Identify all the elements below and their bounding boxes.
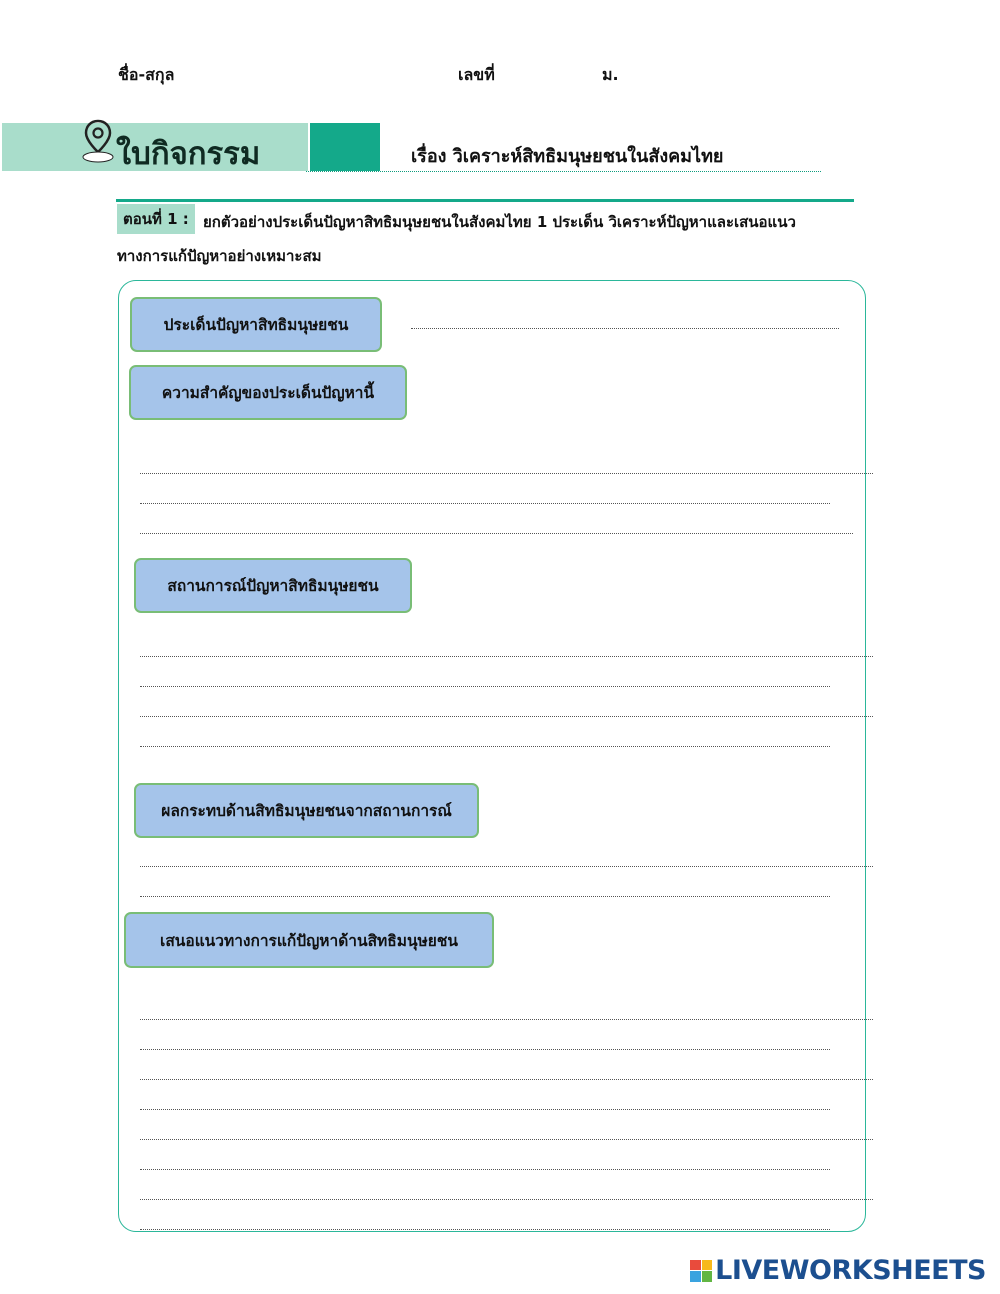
answer-line[interactable] — [140, 866, 873, 867]
number-label: เลขที่ — [458, 65, 495, 84]
answer-line[interactable] — [140, 686, 830, 687]
answer-line[interactable] — [140, 1199, 873, 1200]
banner-accent-block — [310, 123, 380, 171]
answer-line[interactable] — [140, 503, 830, 504]
solution-heading: เสนอแนวทางการแก้ปัญหาด้านสิทธิมนุษยชน — [124, 912, 494, 968]
answer-line[interactable] — [140, 1169, 830, 1170]
liveworksheets-logo — [690, 1255, 986, 1286]
answer-line[interactable] — [140, 1109, 830, 1110]
name-label: ชื่อ-สกุล — [118, 65, 175, 84]
liveworksheets-logo-icon — [690, 1260, 712, 1282]
answer-line[interactable] — [140, 746, 830, 747]
issue-heading: ประเด็นปัญหาสิทธิมนุษยชน — [130, 297, 382, 352]
instruction-line-1: ยกตัวอย่างประเด็นปัญหาสิทธิมนุษยชนในสังคมไทย 1 ประเด็น วิเคราะห์ปัญหาและเสนอแนว — [203, 213, 796, 231]
answer-line[interactable] — [140, 1049, 830, 1050]
part-label: ตอนที่ 1 : — [117, 204, 195, 234]
section-rule — [116, 199, 854, 202]
instruction-line-2: ทางการแก้ปัญหาอย่างเหมาะสม — [117, 247, 322, 265]
answer-line[interactable] — [140, 896, 830, 897]
importance-heading: ความสำคัญของประเด็นปัญหานี้ — [129, 365, 407, 420]
brand-name: LIVEWORKSHEETS — [715, 1255, 986, 1286]
answer-frame — [118, 280, 866, 1232]
answer-line[interactable] — [140, 1079, 873, 1080]
location-pin-icon — [82, 118, 114, 164]
answer-line[interactable] — [140, 533, 853, 534]
subject-underline — [306, 171, 821, 172]
answer-line[interactable] — [140, 1139, 873, 1140]
situation-heading: สถานการณ์ปัญหาสิทธิมนุษยชน — [134, 558, 412, 613]
answer-line[interactable] — [140, 1229, 830, 1230]
subject-title: เรื่อง วิเคราะห์สิทธิมนุษยชนในสังคมไทย — [411, 146, 724, 167]
worksheet-title: ใบกิจกรรม — [116, 136, 261, 172]
class-label: ม. — [602, 65, 619, 84]
answer-line[interactable] — [140, 716, 873, 717]
impact-heading: ผลกระทบด้านสิทธิมนุษยชนจากสถานการณ์ — [134, 783, 479, 838]
issue-answer-line[interactable] — [411, 328, 839, 329]
answer-line[interactable] — [140, 656, 873, 657]
answer-line[interactable] — [140, 1019, 873, 1020]
answer-line[interactable] — [140, 473, 873, 474]
